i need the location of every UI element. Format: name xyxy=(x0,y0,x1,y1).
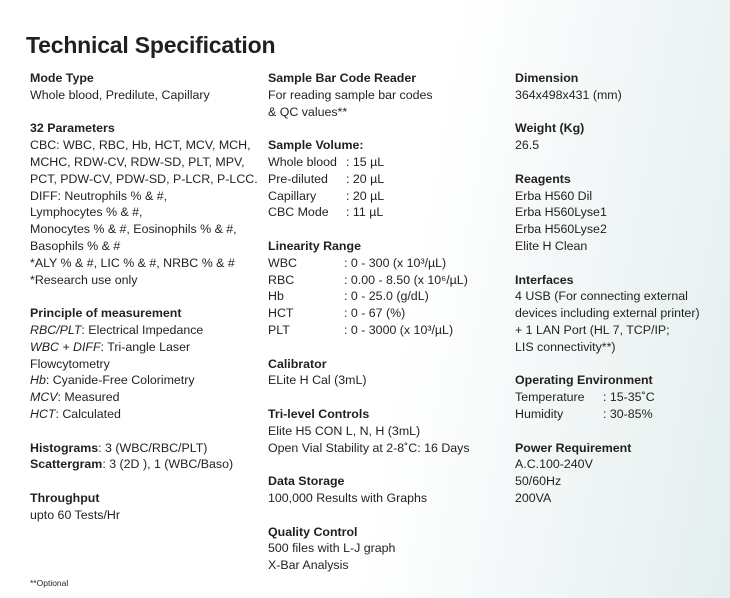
linearity-row xyxy=(268,322,508,339)
parameters-line: CBC: WBC, RBC, Hb, HCT, MCV, MCH, xyxy=(30,138,251,153)
row-key: Pre-diluted xyxy=(268,171,328,186)
parameters-line: Monocytes % & #, Eosinophils % & #, xyxy=(30,222,237,237)
barcode-line: For reading sample bar codes xyxy=(268,87,433,102)
principle-item-text: Flowcytometry xyxy=(30,356,110,371)
principle-item xyxy=(30,406,262,423)
principle-item xyxy=(30,322,262,339)
quality-line: 500 files with L-J graph xyxy=(268,541,396,556)
sample-volume-heading: Sample Volume: xyxy=(268,138,364,153)
controls-line: Elite H5 CON L, N, H (3mL) xyxy=(268,423,421,438)
row-key: RBC xyxy=(268,272,295,287)
throughput-section xyxy=(30,490,262,524)
barcode-heading: Sample Bar Code Reader xyxy=(268,71,417,85)
parameters-line: Basophils % & # xyxy=(30,238,121,253)
parameters-line: MCHC, RDW-CV, RDW-SD, PLT, MPV, xyxy=(30,154,245,169)
mode-type-value: Whole blood, Predilute, Capillary xyxy=(30,87,210,102)
dimension-section xyxy=(515,70,730,104)
row-value: : 20 µL xyxy=(346,188,385,203)
sample-volume-row xyxy=(268,171,508,188)
storage-value: 100,000 Results with Graphs xyxy=(268,490,428,505)
scattergram-label: Scattergram xyxy=(30,457,103,472)
interfaces-line: LIS connectivity**) xyxy=(515,339,616,354)
principle-item-term: MCV xyxy=(30,390,58,405)
principle-heading: Principle of measurement xyxy=(30,306,182,321)
linearity-heading: Linearity Range xyxy=(268,238,361,253)
row-value: : 11 µL xyxy=(346,205,384,220)
spec-column-2 xyxy=(268,70,508,591)
histograms-value: : 3 (WBC/RBC/PLT) xyxy=(98,440,208,455)
environment-section xyxy=(515,372,730,422)
calibrator-section xyxy=(268,356,508,390)
interfaces-heading: Interfaces xyxy=(515,272,574,287)
principle-item-text: : Tri-angle Laser xyxy=(100,339,191,354)
parameters-section xyxy=(30,120,262,288)
throughput-value: upto 60 Tests/Hr xyxy=(30,507,120,522)
environment-heading: Operating Environment xyxy=(515,373,653,388)
principle-section xyxy=(30,305,262,423)
histograms-label: Histograms xyxy=(30,440,99,455)
mode-type-section xyxy=(30,70,262,104)
row-key: CBC Mode xyxy=(268,205,329,220)
reagents-line: Elite H Clean xyxy=(515,238,588,253)
calibrator-value: ELite H Cal (3mL) xyxy=(268,373,367,388)
row-value: : 15-35˚C xyxy=(603,390,655,405)
parameters-heading: 32 Parameters xyxy=(30,121,115,136)
controls-section xyxy=(268,406,508,456)
sample-volume-row xyxy=(268,154,508,171)
row-key: Capillary xyxy=(268,188,317,203)
principle-item xyxy=(30,356,262,373)
row-value: : 0 - 300 (x 10³/µL) xyxy=(344,255,447,270)
barcode-section xyxy=(268,70,508,120)
interfaces-section xyxy=(515,272,730,356)
power-section xyxy=(515,440,730,507)
linearity-row xyxy=(268,288,508,305)
interfaces-line: + 1 LAN Port (HL 7, TCP/IP; xyxy=(515,322,670,337)
parameters-line: Lymphocytes % & #, xyxy=(30,205,143,220)
power-line: A.C.100-240V xyxy=(515,457,593,472)
row-key: HCT xyxy=(268,306,294,321)
scattergram-value: : 3 (2D ), 1 (WBC/Baso) xyxy=(102,457,234,472)
reagents-heading: Reagents xyxy=(515,171,571,186)
row-value: : 15 µL xyxy=(346,154,385,169)
environment-row xyxy=(515,406,730,423)
parameters-line: *Research use only xyxy=(30,272,138,287)
row-key: Whole blood xyxy=(268,154,337,169)
row-key: WBC xyxy=(268,255,297,270)
scattergram-line xyxy=(30,456,262,473)
row-key: Humidity xyxy=(515,406,564,421)
sample-volume-row xyxy=(268,188,508,205)
spec-column-1 xyxy=(30,70,262,540)
mode-type-heading: Mode Type xyxy=(30,71,94,85)
storage-section xyxy=(268,473,508,507)
row-value: : 0 - 25.0 (g/dL) xyxy=(344,289,429,304)
principle-item xyxy=(30,339,262,356)
sample-volume-section xyxy=(268,137,508,221)
reagents-line: Erba H560 Dil xyxy=(515,188,593,203)
parameters-line: PCT, PDW-CV, PDW-SD, P-LCR, P-LCC. xyxy=(30,171,258,186)
row-value: : 0 - 3000 (x 10³/µL) xyxy=(344,322,454,337)
row-key: PLT xyxy=(268,322,290,337)
page-title: Technical Specification xyxy=(26,32,276,58)
storage-heading: Data Storage xyxy=(268,474,345,489)
environment-row xyxy=(515,389,730,406)
row-value: : 20 µL xyxy=(346,171,385,186)
parameters-line: DIFF: Neutrophils % & #, xyxy=(30,188,168,203)
principle-item-text: : Cyanide-Free Colorimetry xyxy=(45,373,195,388)
row-key: Hb xyxy=(268,289,284,304)
reagents-line: Erba H560Lyse1 xyxy=(515,205,607,220)
power-line: 200VA xyxy=(515,490,552,505)
power-line: 50/60Hz xyxy=(515,474,562,489)
quality-heading: Quality Control xyxy=(268,524,358,539)
interfaces-line: devices including external printer) xyxy=(515,306,700,321)
principle-item-term: Hb xyxy=(30,373,46,388)
dimension-value: 364x498x431 (mm) xyxy=(515,87,622,102)
quality-line: X-Bar Analysis xyxy=(268,558,349,573)
principle-item-text: : Measured xyxy=(57,390,120,405)
principle-item xyxy=(30,372,262,389)
throughput-heading: Throughput xyxy=(30,490,100,505)
reagents-line: Erba H560Lyse2 xyxy=(515,222,607,237)
weight-heading: Weight (Kg) xyxy=(515,121,585,136)
principle-item xyxy=(30,389,262,406)
principle-item-term: RBC/PLT xyxy=(30,322,82,337)
spec-column-3 xyxy=(515,70,730,524)
weight-section xyxy=(515,120,730,154)
interfaces-line: 4 USB (For connecting external xyxy=(515,289,688,304)
sample-volume-row xyxy=(268,204,508,221)
reagents-section xyxy=(515,171,730,255)
principle-item-term: WBC + DIFF xyxy=(30,339,101,354)
linearity-row xyxy=(268,305,508,322)
weight-value: 26.5 xyxy=(515,138,540,153)
histograms-line xyxy=(30,440,262,457)
principle-item-text: : Electrical Impedance xyxy=(81,322,204,337)
linearity-section xyxy=(268,238,508,339)
linearity-row xyxy=(268,255,508,272)
graphs-section xyxy=(30,440,262,474)
row-value: : 30-85% xyxy=(603,406,653,421)
footnote: **Optional xyxy=(30,578,69,588)
barcode-line: & QC values** xyxy=(268,104,348,119)
calibrator-heading: Calibrator xyxy=(268,356,327,371)
parameters-line: *ALY % & #, LIC % & #, NRBC % & # xyxy=(30,255,235,270)
power-heading: Power Requirement xyxy=(515,440,632,455)
principle-item-text: : Calculated xyxy=(55,406,121,421)
row-value: : 0.00 - 8.50 (x 10⁶/µL) xyxy=(344,272,468,287)
linearity-row xyxy=(268,272,508,289)
quality-section xyxy=(268,524,508,574)
controls-heading: Tri-level Controls xyxy=(268,406,370,421)
row-key: Temperature xyxy=(515,390,585,405)
dimension-heading: Dimension xyxy=(515,71,579,85)
principle-item-term: HCT xyxy=(30,406,56,421)
row-value: : 0 - 67 (%) xyxy=(344,306,406,321)
controls-line: Open Vial Stability at 2-8˚C: 16 Days xyxy=(268,440,470,455)
